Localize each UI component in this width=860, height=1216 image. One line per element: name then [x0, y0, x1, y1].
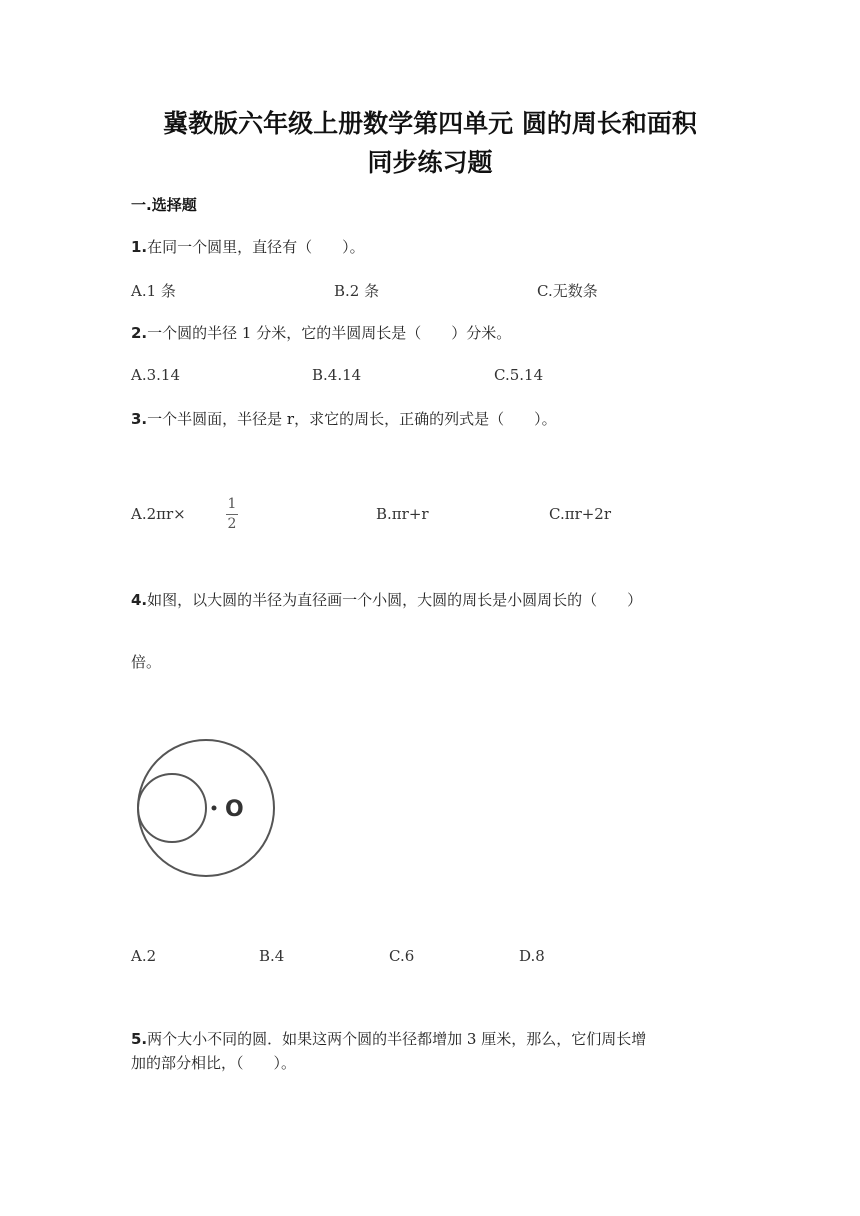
q4-option-c[interactable]: C.6 — [389, 947, 415, 965]
fraction-denominator: 2 — [227, 516, 237, 532]
q2-option-c[interactable]: C.5.14 — [494, 366, 544, 384]
question-text: 在同一个圆里，直径有（ ）。 — [147, 238, 365, 256]
page-title: 冀教版六年级上册数学第四单元 圆的周长和面积 — [163, 109, 697, 138]
q4-option-a[interactable]: A.2 — [131, 947, 157, 965]
center-label: O — [225, 797, 244, 822]
q3-option-b[interactable]: B.πr+r — [376, 505, 429, 523]
question-5-continued: 加的部分相比，（ ）。 — [131, 1054, 297, 1072]
q1-option-c[interactable]: C.无数条 — [537, 282, 598, 300]
q2-option-a[interactable]: A.3.14 — [131, 366, 180, 384]
small-circle — [138, 774, 206, 842]
q3-option-a[interactable]: A.2πr× — [131, 505, 186, 523]
fraction-bar — [226, 514, 238, 515]
question-5 — [131, 1028, 646, 1049]
question-4 — [131, 589, 642, 610]
question-number: 4. — [131, 591, 148, 609]
q3-option-c[interactable]: C.πr+2r — [549, 505, 612, 523]
center-point — [212, 806, 217, 811]
question-text: 如图，以大圆的半径为直径画一个小圆，大圆的周长是小圆周长的（ ） — [147, 591, 643, 609]
fraction-numerator: 1 — [227, 496, 237, 512]
question-number: 5. — [131, 1030, 148, 1048]
question-4-continued: 倍。 — [131, 653, 162, 671]
question-text: 两个大小不同的圆．如果这两个圆的半径都增加 3 厘米，那么，它们周长增 — [147, 1030, 647, 1048]
q1-option-b[interactable]: B.2 条 — [334, 282, 380, 300]
q4-option-d[interactable]: D.8 — [519, 947, 545, 965]
circles-figure — [130, 732, 290, 892]
question-number: 2. — [131, 324, 148, 342]
q2-option-b[interactable]: B.4.14 — [312, 366, 362, 384]
q4-option-b[interactable]: B.4 — [259, 947, 285, 965]
question-number: 1. — [131, 238, 148, 256]
question-text: 一个半圆面，半径是 r，求它的周长，正确的列式是（ ）。 — [147, 410, 557, 428]
q1-option-a[interactable]: A.1 条 — [131, 282, 176, 300]
question-text: 一个圆的半径 1 分米，它的半圆周长是（ ）分米。 — [147, 324, 512, 342]
section-heading: 一.选择题 — [131, 196, 197, 214]
question-number: 3. — [131, 410, 148, 428]
question-2 — [131, 322, 511, 343]
question-3 — [131, 408, 557, 429]
page-subtitle: 同步练习题 — [367, 148, 493, 177]
question-1 — [131, 236, 365, 257]
